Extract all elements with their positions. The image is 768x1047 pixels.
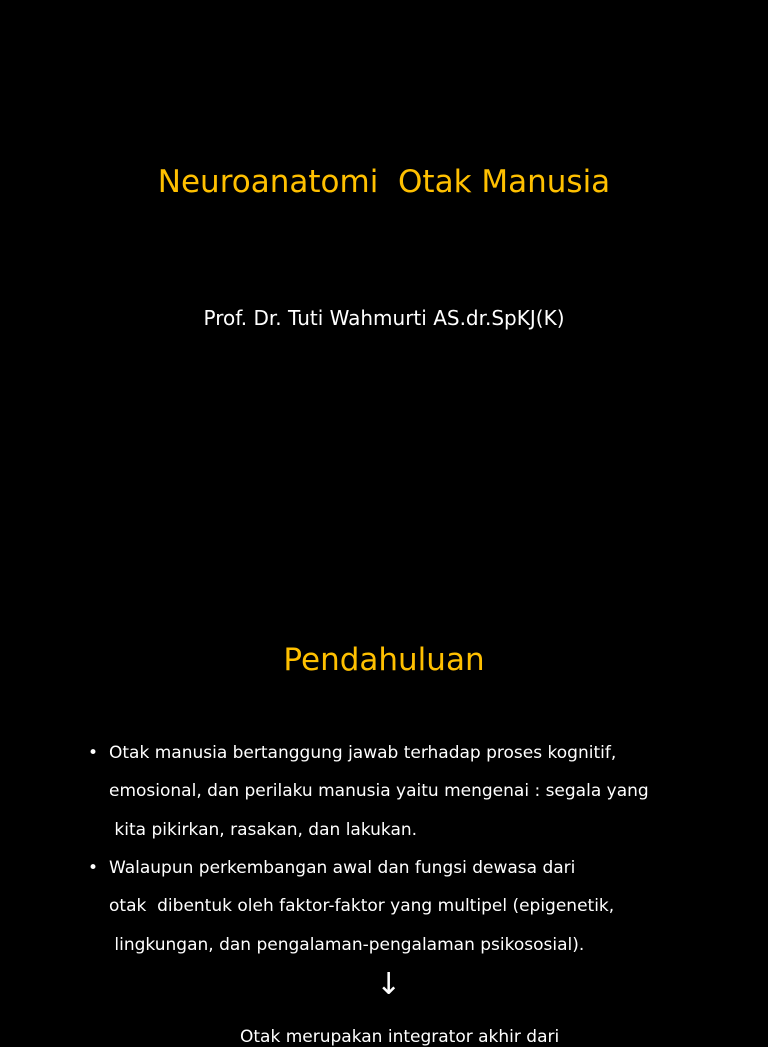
slide-introduction (0, 576, 768, 1047)
bullet-1-line-1: Otak manusia bertanggung jawab terhadap proses kognitif, (109, 743, 617, 763)
bullet-2-line-3: lingkungan, dan pengalaman-pengalaman psikososial). (109, 935, 585, 955)
slide-2-title: Pendahuluan (283, 642, 485, 678)
bullet-2-marker: • (88, 858, 99, 878)
bullet-1-line-3: kita pikirkan, rasakan, dan lakukan. (109, 820, 418, 840)
trailing-text: Otak merupakan integrator akhir dari (240, 1027, 560, 1047)
slide-1-title: Neuroanatomi Otak Manusia (157, 164, 611, 200)
bullet-2-line-1: Walaupun perkembangan awal dan fungsi dewasa dari (109, 858, 576, 878)
bullet-1-marker: • (88, 743, 99, 763)
bullet-2-line-2: otak dibentuk oleh faktor-faktor yang multipel (epigenetik, (109, 896, 615, 916)
bullet-1-line-2: emosional, dan perilaku manusia yaitu mengenai : segala yang (109, 781, 649, 801)
down-arrow-icon: ↓ (376, 967, 402, 1002)
slide-1-author: Prof. Dr. Tuti Wahmurti AS.dr.SpKJ(K) (203, 306, 565, 330)
